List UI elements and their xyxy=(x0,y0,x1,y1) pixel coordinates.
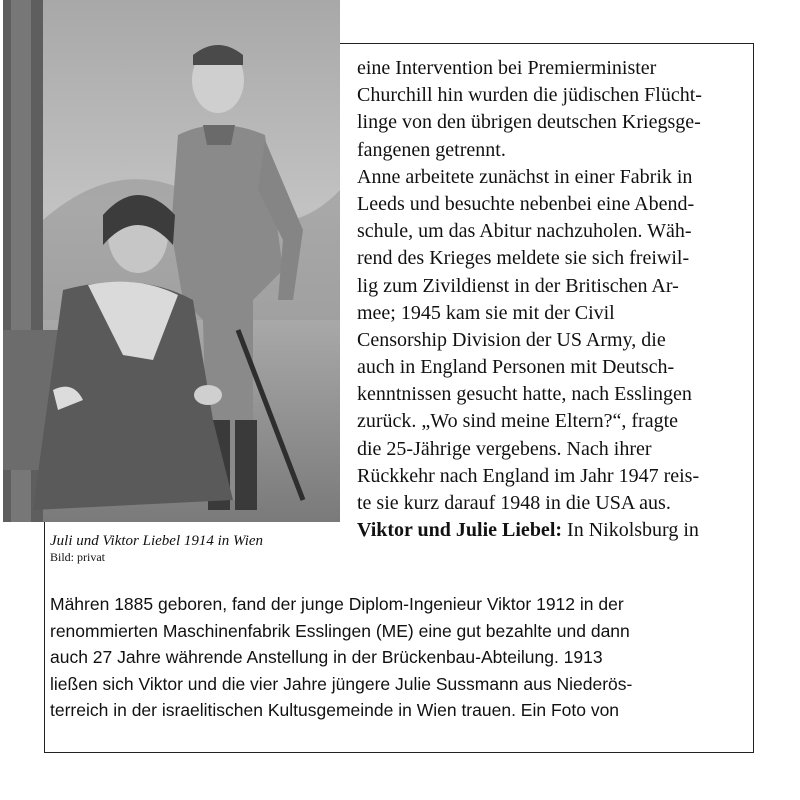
text-line: linge von den übrigen deutschen Kriegsge- xyxy=(357,111,701,134)
portrait-illustration xyxy=(3,0,340,522)
photo-caption xyxy=(50,532,340,564)
body-column xyxy=(357,55,752,544)
text-line: eine Intervention bei Premierminister xyxy=(357,57,657,79)
text-line: fangenen getrennt. xyxy=(357,138,506,161)
text-line: zurück. „Wo sind meine Eltern?“, fragte xyxy=(357,410,679,433)
section-heading-rest: In Nikolsburg in xyxy=(562,519,699,542)
text-line: Rückkehr nach England im Jahr 1947 reis- xyxy=(357,464,700,487)
text-line: mee; 1945 kam sie mit der Civil xyxy=(357,301,615,324)
text-line: rend des Krieges meldete sie sich freiwil- xyxy=(357,247,690,270)
text-line: kenntnissen gesucht hatte, nach Esslingen xyxy=(357,383,692,406)
text-line: te sie kurz darauf 1948 in die USA aus. xyxy=(357,492,671,514)
text-line: Leeds und besuchte nebenbei eine Abend- xyxy=(357,192,695,215)
caption-title: Juli und Viktor Liebel 1914 in Wien xyxy=(50,533,264,549)
text-line: schule, um das Abitur nachzuholen. Wäh- xyxy=(357,220,692,243)
section-heading: Viktor und Julie Liebel: xyxy=(357,519,563,542)
text-line: renommierten Maschinenfabrik Esslingen (ME) eine gut bezahlte und dann xyxy=(50,620,630,641)
text-line: Anne arbeitete zunächst in einer Fabrik in xyxy=(357,165,693,188)
text-line: auch 27 Jahre währende Anstellung in der Brückenbau-Abteilung. 1913 xyxy=(50,647,603,668)
text-line: ließen sich Viktor und die vier Jahre jüngere Julie Sussmann aus Niederös- xyxy=(50,673,633,694)
section-body xyxy=(50,591,750,724)
historical-photo xyxy=(3,0,340,522)
text-line: Mähren 1885 geboren, fand der junge Diplom-Ingenieur Viktor 1912 in der xyxy=(50,594,624,614)
text-line: terreich in der israelitischen Kultusgemeinde in Wien trauen. Ein Foto von xyxy=(50,700,620,721)
photo-credit: Bild: privat xyxy=(50,550,105,564)
text-line: die 25-Jährige vergebens. Nach ihrer xyxy=(357,437,652,460)
text-line: auch in England Personen mit Deutsch- xyxy=(357,356,675,379)
section-heading-line xyxy=(357,517,752,544)
text-line: lig zum Zivildienst in der Britischen Ar- xyxy=(357,274,679,297)
text-line: Censorship Division der US Army, die xyxy=(357,328,666,351)
text-line: Churchill hin wurden die jüdischen Flücht- xyxy=(357,84,702,107)
